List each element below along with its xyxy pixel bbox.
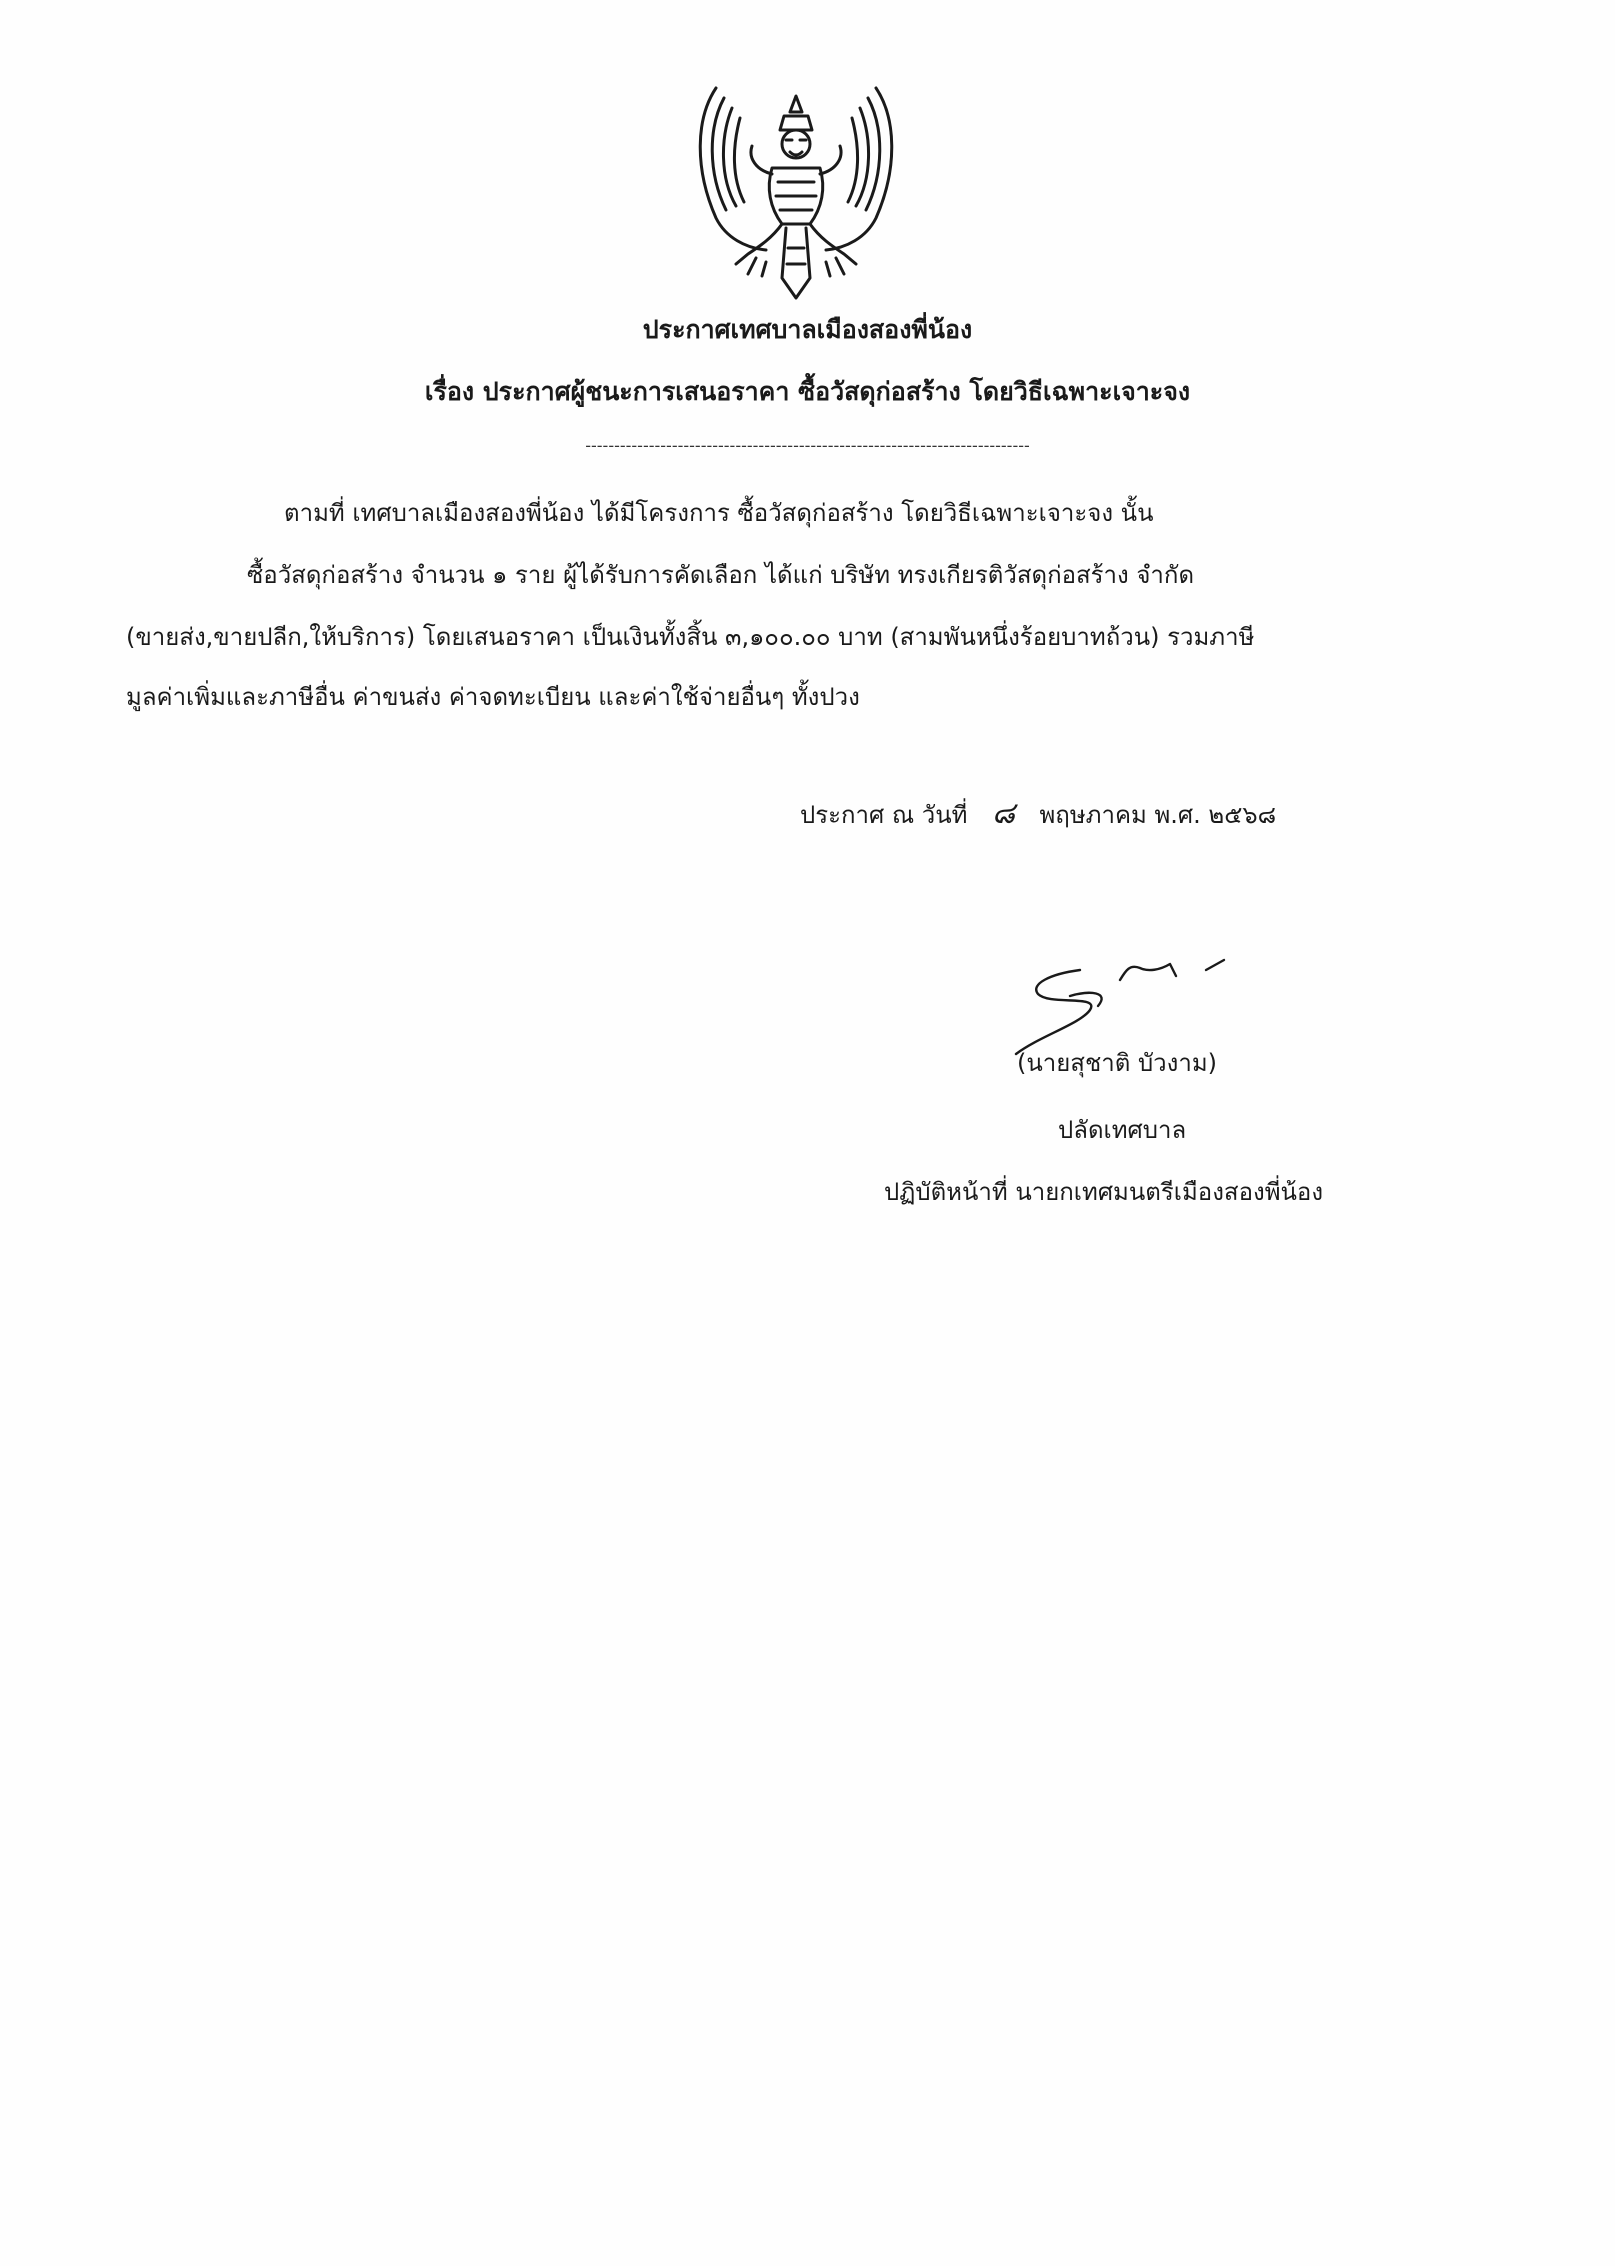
announcement-date xyxy=(800,790,1276,837)
signatory-acting-position: ปฏิบัติหน้าที่ นายกเทศมนตรีเมืองสองพี่น้อง xyxy=(884,1178,1324,1206)
date-month-year: พฤษภาคม พ.ศ. ๒๕๖๘ xyxy=(1039,801,1277,829)
body-line-4: มูลค่าเพิ่มและภาษีอื่น ค่าขนส่ง ค่าจดทะเบียน และค่าใช้จ่ายอื่นๆ ทั้งปวง xyxy=(126,683,860,711)
date-prefix: ประกาศ ณ วันที่ xyxy=(800,801,968,829)
body-line-1: ตามที่ เทศบาลเมืองสองพี่น้อง ได้มีโครงการ ซื้อวัสดุก่อสร้าง โดยวิธีเฉพาะเจาะจง นั้น xyxy=(284,499,1154,527)
document-title: ประกาศเทศบาลเมืองสองพี่น้อง xyxy=(642,315,973,344)
signatory-position: ปลัดเทศบาล xyxy=(1058,1116,1187,1144)
signatory-name: (นายสุชาติ บัวงาม) xyxy=(1017,1049,1218,1077)
body-line-3: (ขายส่ง,ขายปลีก,ให้บริการ) โดยเสนอราคา เป็นเงินทั้งสิ้น ๓,๑๐๐.๐๐ บาท (สามพันหนึ่งร้อยบาทถ้วน) รวมภาษี xyxy=(126,623,1255,651)
title-divider: ----------------------------------------------------------------------------- xyxy=(585,436,1030,455)
garuda-emblem-icon xyxy=(686,78,906,308)
date-day: ๘ xyxy=(991,796,1016,831)
document-subject: เรื่อง ประกาศผู้ชนะการเสนอราคา ซื้อวัสดุก่อสร้าง โดยวิธีเฉพาะเจาะจง xyxy=(424,377,1191,406)
body-line-2: ซื้อวัสดุก่อสร้าง จำนวน ๑ ราย ผู้ได้รับการคัดเลือก ได้แก่ บริษัท ทรงเกียรติวัสดุก่อสร้าง จำกัด xyxy=(247,561,1195,589)
